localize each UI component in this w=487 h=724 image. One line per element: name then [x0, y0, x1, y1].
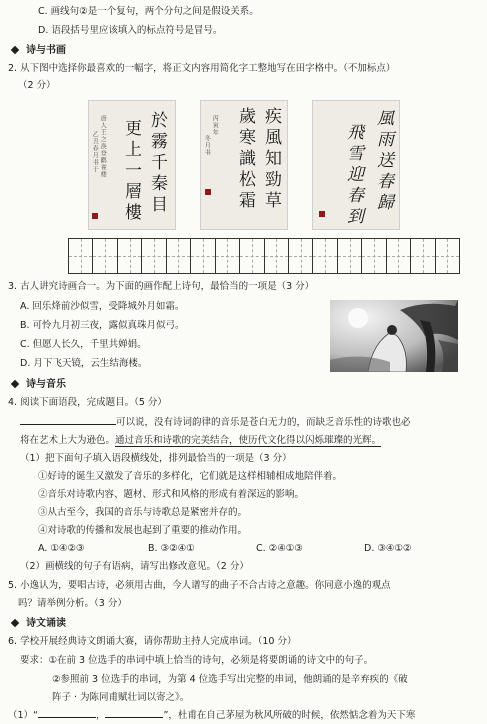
question-4-sub-1: （1）把下面句子填入语段横线处，排列最恰当的一项是（3 分） [20, 453, 292, 464]
grid-cell[interactable] [240, 239, 264, 273]
sentence-2: ②音乐对诗歌内容、题材、形式和风格的形成有着深远的影响。 [38, 489, 305, 500]
question-6-item-1: （1）“ ， ”，杜甫在自己茅屋为秋风所破的时候，依然惦念着为天下寒 [8, 710, 416, 721]
calligraphy-1-inscription-2: 乙丑春月书于 [91, 131, 99, 173]
grid-cell[interactable] [191, 239, 215, 273]
question-2-stem: 2. 从下图中选择你最喜欢的一幅字，将正文内容用简化字工整地写在田字格中。（不加标点） [8, 63, 396, 74]
calligraphy-2-line-1: 疾風知勁草 [261, 107, 281, 212]
tianzige-writing-grid[interactable] [68, 238, 460, 274]
choice-c[interactable]: C. ②④①③ [256, 543, 303, 554]
question-6-requirement-2: ②参照前 3 位选手的串词，为第 4 位选手写出完整的串词，他朗诵的是辛弃疾的《破 [52, 674, 408, 685]
question-3-option-a[interactable]: A. 回乐烽前沙似雪，受降城外月如霜。 [20, 301, 185, 312]
question-4-passage-line-2: 将在艺术上大为逊色。通过音乐和诗歌的完美结合，使历代文化得以闪烁璀璨的光辉。 [20, 435, 382, 446]
section-heading-recite: 诗文诵读 [10, 617, 66, 631]
seal-stamp [205, 189, 211, 195]
question-3-option-c[interactable]: C. 但愿人长久，千里共婵娟。 [20, 339, 147, 350]
grid-cell[interactable] [387, 239, 411, 273]
grid-cell[interactable] [362, 239, 386, 273]
section-heading-calligraphy: 诗与书画 [10, 44, 66, 58]
question-5-line-1: 5. 小逸认为，要唱古诗，必须用古曲，今人谱写的曲子不合古诗之意趣。你同意小逸的观点 [8, 580, 391, 591]
grid-cell[interactable] [313, 239, 337, 273]
choice-d[interactable]: D. ③④①② [364, 543, 412, 554]
diamond-icon [11, 618, 19, 626]
grid-cell[interactable] [167, 239, 191, 273]
grid-cell[interactable] [289, 239, 313, 273]
answer-blank[interactable] [38, 717, 96, 718]
ink-painting-image [330, 300, 458, 372]
question-4-stem: 4. 阅读下面语段，完成题目。（5 分） [8, 397, 167, 408]
seal-stamp [319, 211, 325, 217]
question-2-points: （2 分） [18, 80, 56, 91]
sentence-4: ④对诗歌的传播和发展也起到了重要的推动作用。 [38, 525, 248, 536]
choice-a[interactable]: A. ①④②③ [38, 543, 85, 554]
calligraphy-3-line-1: 風雨送春歸 [373, 109, 393, 214]
underlined-sentence: 通过音乐和诗歌的完美结合，使历代文化得以闪烁璀璨的光辉。 [115, 435, 382, 446]
calligraphy-1-line-2: 更上一層樓 [121, 119, 141, 224]
grid-cell[interactable] [216, 239, 240, 273]
question-4-passage-line-1: 可以说，没有诗词韵律的音乐是苍白无力的，而缺乏音乐性的诗歌也必 [20, 417, 411, 430]
seal-stamp [92, 213, 98, 219]
calligraphy-work-1[interactable] [88, 100, 176, 230]
grid-cell[interactable] [411, 239, 435, 273]
grid-cell[interactable] [265, 239, 289, 273]
choice-b[interactable]: B. ③②④① [148, 543, 195, 554]
grid-cell[interactable] [118, 239, 142, 273]
diamond-icon [11, 45, 19, 53]
grid-cell[interactable] [69, 239, 93, 273]
question-3-option-d[interactable]: D. 月下飞天镜，云生结海楼。 [20, 358, 148, 369]
calligraphy-2-inscription-1: 丙寅年 [211, 115, 219, 136]
diamond-icon [11, 379, 19, 387]
option-c: C. 画线句②是一个复句，两个分句之间是假设关系。 [38, 6, 259, 17]
sentence-3: ③从古至今，我国的音乐与诗歌总是紧密并存的。 [38, 507, 248, 518]
calligraphy-2-inscription-2: 冬月书 [203, 135, 211, 156]
question-3-stem: 3. 古人讲究诗画合一。为下面的画作配上诗句，最恰当的一项是（3 分） [8, 281, 315, 292]
grid-cell[interactable] [338, 239, 362, 273]
question-6-requirement-1: 要求：①在前 3 位选手的串词中填上恰当的诗句，必须是将要朗诵的诗文中的句子。 [20, 655, 374, 666]
sentence-1: ①好诗的诞生又激发了音乐的多样化，它们就是这样相辅相成地陪伴着。 [38, 471, 343, 482]
question-4-sub-2: （2）画横线的句子有语病，请写出修改意见。（2 分） [20, 561, 249, 572]
answer-blank[interactable] [105, 717, 163, 718]
grid-cell[interactable] [436, 239, 459, 273]
calligraphy-2-line-2: 歲寒識松霜 [235, 107, 255, 212]
question-6-stem: 6. 学校开展经典诗文朗诵大赛，请你帮助主持人完成串词。（10 分） [8, 636, 297, 647]
grid-cell[interactable] [93, 239, 117, 273]
answer-blank[interactable] [20, 424, 116, 425]
calligraphy-work-3[interactable] [312, 100, 400, 230]
question-6-requirement-3: 阵子 · 为陈同甫赋壮词以寄之》。 [52, 692, 190, 703]
grid-cell[interactable] [142, 239, 166, 273]
calligraphy-3-line-2: 飛雪迎春到 [343, 123, 363, 228]
calligraphy-1-line-1: 於霧千秦目 [147, 111, 167, 216]
question-5-line-2: 吗？请举例分析。（3 分） [18, 598, 127, 609]
section-heading-music: 诗与音乐 [10, 378, 66, 392]
option-d: D. 语段括号里应该填入的标点符号是冒号。 [38, 25, 223, 36]
question-3-option-b[interactable]: B. 可怜九月初三夜，露似真珠月似弓。 [20, 320, 185, 331]
calligraphy-1-inscription-1: 唐人王之涣登鹳雀楼 [99, 115, 107, 178]
calligraphy-work-2[interactable] [200, 100, 288, 230]
